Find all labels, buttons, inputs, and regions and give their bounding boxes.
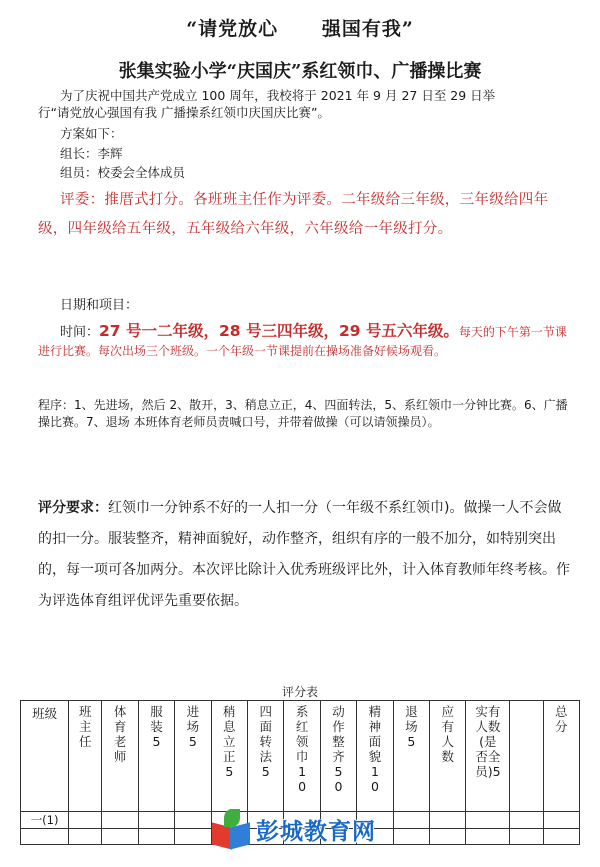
plan-members: 组员：校委会全体成员 bbox=[60, 165, 186, 180]
requirements-paragraph bbox=[38, 493, 572, 617]
col-exit: 退场5 bbox=[393, 701, 429, 812]
schedule-block bbox=[38, 322, 570, 360]
col-class: 班级 bbox=[21, 701, 69, 812]
row-class-cell: 一(1) bbox=[21, 812, 69, 829]
procedure-paragraph: 程序：1、先进场，然后 2、散开，3、稍息立正，4、四面转法，5、系红领巾一分钟比赛。6、广播操比赛。7、退场 本班体育老师员责喊口号，并带着做操（可以请领操员）。 bbox=[38, 398, 568, 429]
col-clothing: 服装5 bbox=[138, 701, 174, 812]
col-head-teacher: 班主任 bbox=[69, 701, 102, 812]
col-spirit: 精神面貌10 bbox=[357, 701, 393, 812]
col-movement: 动作整齐50 bbox=[320, 701, 356, 812]
table-caption: 评分表 bbox=[281, 685, 318, 699]
col-entry: 进场5 bbox=[175, 701, 211, 812]
document-title: 张集实验小学“庆国庆”系红领巾、广播操比赛 bbox=[118, 61, 482, 82]
schedule-heading: 日期和项目： bbox=[60, 298, 139, 313]
col-scarf: 系红领巾10 bbox=[284, 701, 320, 812]
slogan-left: “请党放心 bbox=[186, 18, 279, 40]
book-leaf-logo-icon bbox=[208, 807, 256, 851]
col-attention: 稍息立正5 bbox=[211, 701, 247, 812]
intro-line-2: 行“请党放心强国有我 广播操系红领巾庆国庆比赛”。 bbox=[38, 105, 330, 120]
plan-heading: 方案如下： bbox=[60, 126, 123, 141]
time-details: 每天的下午第一节课进行比赛。每次出场三个班级。一个年级一节课提前在操场准备好候场观看。 bbox=[38, 325, 567, 358]
plan-leader: 组长：李辉 bbox=[60, 146, 123, 161]
requirements-label: 评分要求： bbox=[38, 500, 108, 516]
judges-paragraph: 评委：推厝式打分。各班班主任作为评委。二年级给三年级，三年级给四年级，四年级给五年级，五年级给六年级，六年级给一年级打分。 bbox=[38, 192, 549, 237]
time-dates: 27 号一二年级，28 号三四年级，29 号五六年级。 bbox=[99, 322, 459, 340]
slogan-heading bbox=[0, 14, 600, 41]
col-expected-count: 应有人数 bbox=[430, 701, 466, 812]
slogan-right: 强国有我” bbox=[321, 18, 414, 40]
col-actual-count: 实有人数(是否全员)5 bbox=[466, 701, 510, 812]
site-watermark bbox=[208, 803, 423, 855]
table-header-row bbox=[21, 701, 580, 812]
col-turning: 四面转法5 bbox=[248, 701, 284, 812]
intro-line-1: 为了庆祝中国共产党成立 100 周年，我校将于 2021 年 9 月 27 日至 29 日举 bbox=[60, 88, 496, 103]
requirements-text: 红领巾一分钟系不好的一人扣一分（一年级不系红领巾)。做操一人不会做的扣一分。服装整齐，精神面貌好，动作整齐，组织有序的一般不加分，如特别突出的，每一项可各加两分。本次评比除计入优秀班级评比外，计入体育教师年终考核。作为评选体育组评优评先重要依据。 bbox=[38, 500, 570, 609]
col-total: 总分 bbox=[543, 701, 579, 812]
col-pe-teacher: 体育老师 bbox=[102, 701, 138, 812]
watermark-text: 彭城教育网 bbox=[256, 818, 376, 845]
col-blank bbox=[510, 701, 543, 812]
time-label: 时间： bbox=[60, 325, 100, 340]
